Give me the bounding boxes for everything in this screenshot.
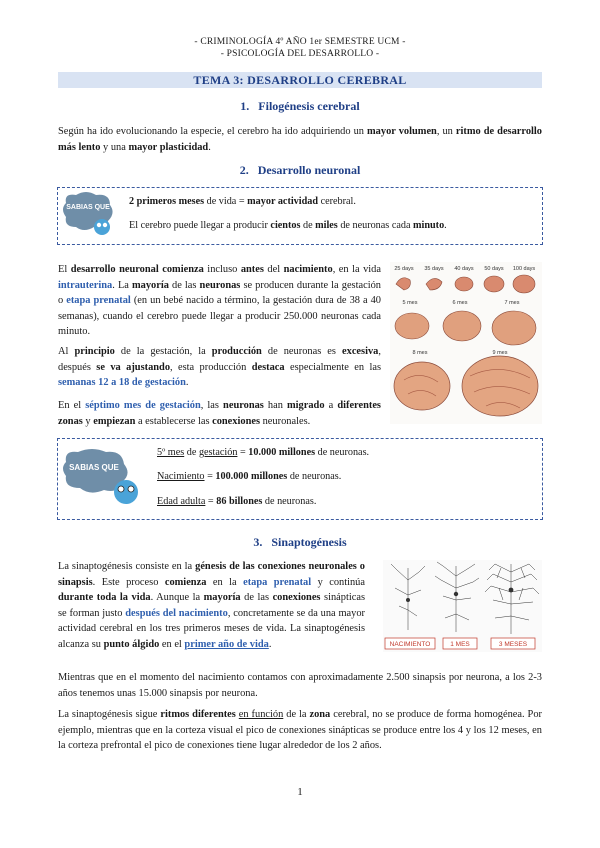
brain-label-9-mes: 9 mes xyxy=(492,350,508,356)
section-3-title: Sinaptogénesis xyxy=(271,535,347,549)
sabias-que-icon xyxy=(62,191,118,239)
topic-title: TEMA 3: DESARROLLO CEREBRAL xyxy=(58,72,542,88)
brain-label-5-mes: 5 mes xyxy=(402,300,418,306)
brain-label-50-days: 50 days xyxy=(484,266,504,272)
synapse-label-3-meses: 3 MESES xyxy=(498,641,528,648)
section-1-heading xyxy=(0,99,600,114)
section-2-paragraph-3: En el séptimo mes de gestación, las neuronas han migrado a diferentes zonas y empiezan a establecerse las conexiones neuronales. xyxy=(58,400,381,427)
brain-label-6-mes: 6 mes xyxy=(452,300,468,306)
synaptogenesis-figure xyxy=(383,560,542,652)
brain-label-100-days: 100 days xyxy=(512,266,536,272)
box-2-line-1: 5º mes de gestación = 10.000 millones de neuronas. xyxy=(157,447,370,458)
section-3-paragraph-3: La sinaptogénesis sigue ritmos diferentes en función de la zona cerebral, no se produce de forma homogénea. Por ejemplo, mientras que en la corteza visual el pico de conexiones sinápticas se produce entre los 4 y los 12 meses, en la corteza prefrontal el pico de conexiones tiene lugar alrededor de los 2 años. xyxy=(58,709,542,751)
header-course: - CRIMINOLOGÍA 4º AÑO 1er SEMESTRE UCM - xyxy=(194,37,406,47)
section-2-number: 2. xyxy=(239,163,249,177)
brain-label-40-days: 40 days xyxy=(454,266,474,272)
brain-label-8-mes: 8 mes xyxy=(412,350,428,356)
section-3-number: 3. xyxy=(253,535,263,549)
box-1-line-2: El cerebro puede llegar a producir cientos de miles de neuronas cada minuto. xyxy=(129,220,447,231)
section-3-paragraph-1: La sinaptogénesis consiste en la génesis de las conexiones neuronales o sinapsis. Este proceso comienza en la etapa prenatal y continúa durante toda la vida. Aunque la mayoría de las conexiones sinápticas se forman justo después del nacimiento, concretamente se da una mayor actividad cerebral en los tres primeros meses de vida. La sinaptogénesis alcanza su punto álgido en el primer año de vida. xyxy=(58,561,365,650)
section-1-number: 1. xyxy=(240,99,250,113)
sabias-que-label: SABIAS QUE xyxy=(66,204,110,211)
box-2-line-3: Edad adulta = 86 billones de neuronas. xyxy=(157,496,317,507)
section-1-title: Filogénesis cerebral xyxy=(258,99,360,113)
section-3-heading xyxy=(0,535,600,550)
sabias-que-label-2: SABIAS QUE xyxy=(69,463,119,472)
box-2-line-2: Nacimiento = 100.000 millones de neuronas. xyxy=(157,471,342,482)
brain-label-35-days: 35 days xyxy=(424,266,444,272)
brain-label-7-mes: 7 mes xyxy=(504,300,520,306)
brain-development-figure xyxy=(390,262,542,424)
synapse-label-nacimiento: NACIMIENTO xyxy=(389,641,431,648)
brain-label-25-days: 25 days xyxy=(394,266,414,272)
section-2-title: Desarrollo neuronal xyxy=(257,163,361,177)
box-1-line-1: 2 primeros meses de vida = mayor actividad cerebral. xyxy=(129,196,356,207)
section-2-paragraph-2: Al principio de la gestación, la producción de neuronas es excesiva, después se va ajustando, esta producción destaca especialmente en las semanas 12 a 18 de gestación. xyxy=(58,346,381,388)
synapse-label-1-mes: 1 MES xyxy=(450,641,470,648)
section-2-paragraph-1: El desarrollo neuronal comienza incluso antes del nacimiento, en la vida intrauterina. La mayoría de las neuronas se producen durante la gestación o etapa prenatal (en un bebé nacido a término, la gestación dura de 38 a 40 semanas), cuando el cerebro puede llegar a producir 250.000 neuronas cada minuto. xyxy=(58,264,382,337)
header-subject: - PSICOLOGÍA DEL DESARROLLO - xyxy=(220,49,380,59)
section-1-paragraph: Según ha ido evolucionando la especie, el cerebro ha ido adquiriendo un mayor volumen, un ritmo de desarrollo más lento y una mayor plasticidad. xyxy=(58,126,542,153)
section-2-heading xyxy=(0,163,600,178)
section-3-paragraph-2: Mientras que en el momento del nacimiento contamos con aproximadamente 2.500 sinapsis por neurona, a los 2-3 años tenemos unas 15.000 sinapsis por neurona. xyxy=(58,672,542,699)
sabias-que-icon-2 xyxy=(62,448,148,508)
page-number: 1 xyxy=(297,786,303,798)
